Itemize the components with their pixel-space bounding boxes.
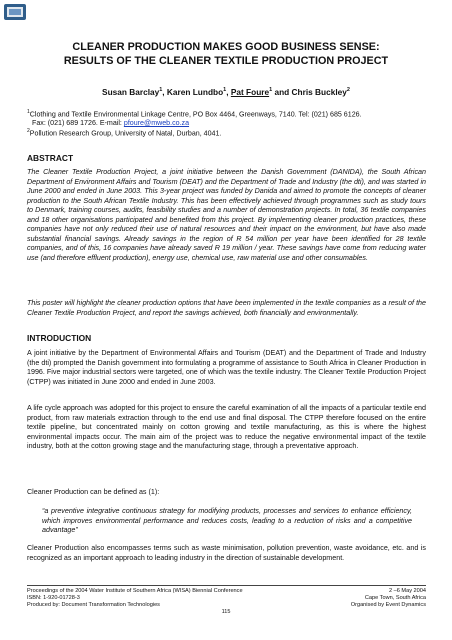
corner-logo-icon (4, 4, 26, 20)
introduction-paragraph-4: Cleaner Production also encompasses terms such as waste minimisation, pollution prevention, waste avoidance, etc. and is recognized as an important approach to leading industry in the direction of sustainable development. (27, 544, 426, 562)
email-link[interactable]: pfoure@mweb.co.za (123, 119, 190, 128)
footer-organiser: Organised by Event Dynamics (350, 602, 426, 608)
author-list (30, 87, 422, 97)
abstract-paragraph-1: The Cleaner Textile Production Project, a joint initiative between the Danish Government (DANIDA), the South African Department of Environment Affairs and Tourism (DEAT) and the Department of Trade and Industry (the dti), and was started in June 2000 and ended in June 2003. This 3-year project was funded by Danida and aimed to promote the concepts of cleaner production to the South African Textile Industry. This has been effectively achieved through programmes such as study tours to Denmark, training courses, audits, feasibility studies and a number of demonstration projects. In total, 36 textile companies and 18 other organisations participated and benefited from this project. By implementing cleaner production practices, these companies have not only reduced their use of natural resources and their impact on the environment, but have also made substantial financial savings. Already savings in the region of R 54 million per year have been identified for 28 textile companies, and of this, 16 companies have already saved R 19 million / year. These savings have come from reducing water use (and therefore effluent production), energy use, chemical use, raw material use and other consumables. (27, 168, 426, 262)
paper-title (30, 40, 422, 68)
author-affiliation-mark: 1 (223, 87, 227, 94)
introduction-paragraph-2: A life cycle approach was adopted for this project to ensure the careful examination of all the impacts of a particular textile end product, from raw materials extraction through to the end use and final disposal. The CTPP therefore focused on the entire textile pipeline, but concentrated mainly on cotton growing and textile manufacturing, as this is where the highest environmental impacts occur. The main aim of the project was to reduce the negative environmental impact of the textile industry, both at the cotton growing stage and the manufacturing stage, through a preventative approach. (27, 404, 426, 451)
author-affiliation-mark: 2 (346, 87, 350, 94)
introduction-heading: INTRODUCTION (27, 333, 92, 343)
affiliation-contact: Fax: (021) 689 1726. E-mail: (32, 119, 124, 128)
affiliation-mark: 2 (27, 128, 30, 134)
page-footer (27, 588, 426, 609)
affiliation-1 (27, 108, 426, 128)
author-name: Chris Buckley (291, 87, 347, 97)
page-number: 115 (221, 609, 231, 615)
author-name-presenting: Pat Foure (230, 87, 270, 97)
title-line-1: CLEANER PRODUCTION MAKES GOOD BUSINESS SENSE: (72, 41, 380, 53)
affiliation-2 (27, 127, 426, 138)
footer-producer: Produced by: Document Transformation Technologies (27, 602, 160, 608)
definition-quote: “a preventive integrative continuous strategy for modifying products, processes and services to enhance efficiency, which improves environmental performance and reduces costs, leading to a reduction of risks and a competitive advantage” (42, 507, 412, 535)
introduction-paragraph-1: A joint initiative by the Department of Environmental Affairs and Tourism (DEAT) and the Department of Trade and Industry (the dti) prompted the Danish government into formulating a programme of assistance to South Africa in Cleaner Production in 1996. Five major industrial sectors were targeted, one of which was the textile industry. The Cleaner Textile Production Project (CTPP) was initiated in June 2000 and ended in June 2003. (27, 349, 426, 386)
abstract-heading: ABSTRACT (27, 153, 74, 163)
title-line-2: RESULTS OF THE CLEANER TEXTILE PRODUCTION PROJECT (63, 55, 389, 67)
affiliation-text: Clothing and Textile Environmental Linkage Centre, PO Box 4464, Greenways, 7140. Tel: (021) 685 6126. (29, 110, 362, 119)
footer-proceedings: Proceedings of the 2004 Water Institute of Southern Africa (WISA) Biennial Conference (27, 588, 243, 594)
author-affiliation-mark: 1 (269, 87, 273, 94)
affiliation-mark: 1 (27, 109, 30, 115)
footer-isbn: ISBN: 1-920-01728-3 (27, 595, 80, 601)
footer-divider (27, 585, 426, 586)
author-name: Susan Barclay (102, 87, 160, 97)
introduction-paragraph-3: Cleaner Production can be defined as (1): (27, 488, 160, 496)
footer-location: Cape Town, South Africa (364, 595, 426, 601)
author-name: Karen Lundbo (166, 87, 224, 97)
author-affiliation-mark: 1 (159, 87, 163, 94)
abstract-paragraph-2: This poster will highlight the cleaner production options that have been implemented in the textile companies as a result of the Cleaner Textile Production Project, and report the savings achieved, both financially and environmentally. (27, 299, 426, 317)
author-separator: , (162, 87, 167, 97)
author-separator: and (272, 87, 292, 97)
footer-dates: 2 –6 May 2004 (388, 588, 426, 594)
affiliation-text: Pollution Research Group, University of Natal, Durban, 4041. (29, 129, 222, 138)
author-separator: , (226, 87, 231, 97)
